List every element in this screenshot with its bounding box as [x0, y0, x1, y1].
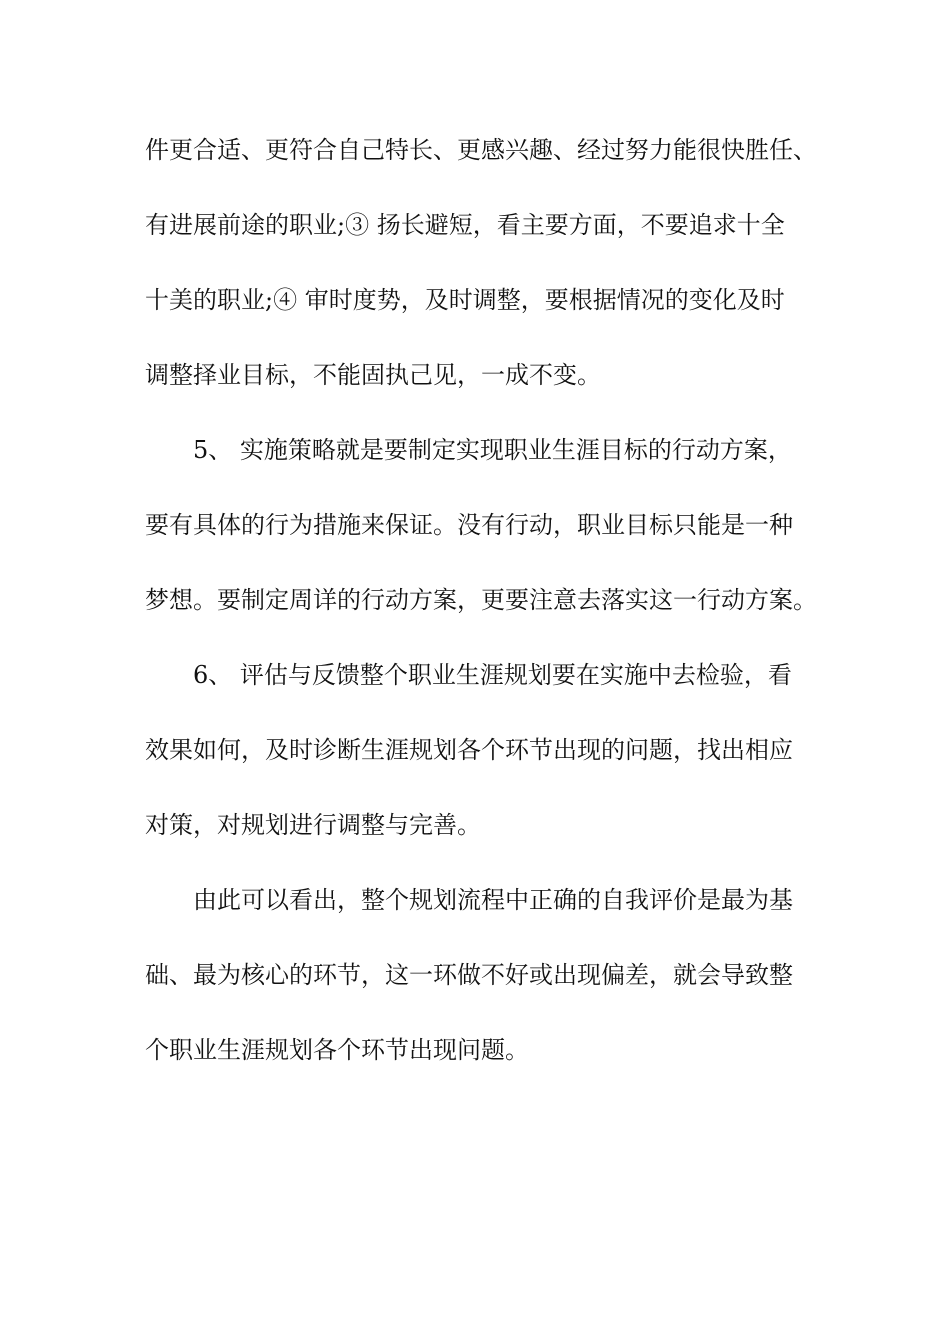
text-line-1: 件更合适、更符合自己特长、更感兴趣、经过努力能很快胜任、 — [145, 136, 817, 164]
text-line-8: 6、 评估与反馈整个职业生涯规划要在实施中去检验，看 — [193, 661, 792, 689]
text-line-2: 有进展前途的职业;③ 扬长避短，看主要方面，不要追求十全 — [145, 211, 785, 239]
text-line-5: 5、 实施策略就是要制定实现职业生涯目标的行动方案， — [193, 436, 792, 464]
text-line-7: 梦想。要制定周详的行动方案，更要注意去落实这一行动方案。 — [145, 586, 817, 614]
text-line-10: 对策，对规划进行调整与完善。 — [145, 811, 481, 839]
text-line-11: 由此可以看出，整个规划流程中正确的自我评价是最为基 — [193, 886, 793, 914]
text-line-4: 调整择业目标，不能固执己见，一成不变。 — [145, 361, 601, 389]
text-line-6: 要有具体的行为措施来保证。没有行动，职业目标只能是一种 — [145, 511, 793, 539]
text-line-9: 效果如何，及时诊断生涯规划各个环节出现的问题，找出相应 — [145, 736, 793, 764]
text-line-12: 础、最为核心的环节，这一环做不好或出现偏差，就会导致整 — [145, 961, 793, 989]
text-line-3: 十美的职业;④ 审时度势，及时调整，要根据情况的变化及时 — [145, 286, 785, 314]
text-line-13: 个职业生涯规划各个环节出现问题。 — [145, 1036, 529, 1064]
